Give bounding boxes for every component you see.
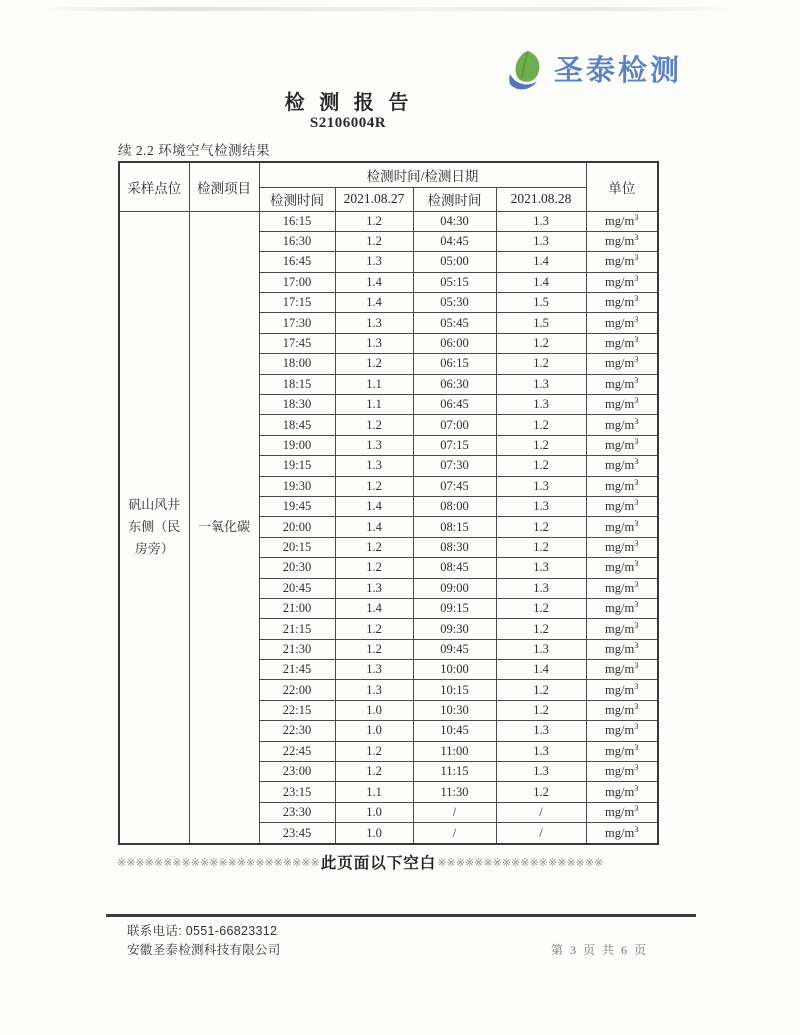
time-cell: 04:45	[413, 231, 496, 251]
time-cell: 22:30	[259, 721, 335, 741]
unit-cell	[586, 435, 658, 455]
unit-superscript: 3	[634, 741, 639, 752]
header-unit: 单位	[586, 162, 658, 211]
unit-superscript: 3	[634, 598, 639, 609]
unit-base: mg/m	[605, 764, 635, 779]
unit-superscript: 3	[634, 660, 639, 671]
value-cell: 1.2	[335, 537, 413, 557]
time-cell: 17:00	[259, 272, 335, 292]
unit-base: mg/m	[605, 356, 635, 371]
unit-base: mg/m	[605, 662, 635, 677]
time-cell: 17:30	[259, 313, 335, 333]
time-cell: 08:45	[413, 558, 496, 578]
section-caption: 续 2.2 环境空气检测结果	[118, 143, 271, 158]
time-cell: 18:45	[259, 415, 335, 435]
header-time-date-group: 检测时间/检测日期	[259, 162, 586, 187]
time-cell: 07:30	[413, 456, 496, 476]
unit-cell	[586, 578, 658, 598]
time-cell: 06:30	[413, 374, 496, 394]
unit-superscript: 3	[634, 354, 639, 365]
time-cell: 21:30	[259, 639, 335, 659]
value-cell: /	[496, 802, 586, 822]
unit-superscript: 3	[634, 395, 639, 406]
unit-superscript: 3	[634, 517, 639, 528]
time-cell: 11:00	[413, 741, 496, 761]
time-cell: 05:15	[413, 272, 496, 292]
time-cell: 05:00	[413, 252, 496, 272]
results-table	[118, 161, 659, 845]
time-cell: 21:15	[259, 619, 335, 639]
time-cell: 08:30	[413, 537, 496, 557]
value-cell: 1.2	[335, 231, 413, 251]
unit-cell	[586, 639, 658, 659]
unit-base: mg/m	[605, 458, 635, 473]
report-title: 检 测 报 告	[284, 92, 412, 114]
value-cell: 1.2	[496, 415, 586, 435]
time-cell: 16:45	[259, 252, 335, 272]
unit-base: mg/m	[605, 580, 635, 595]
unit-superscript: 3	[634, 374, 639, 385]
unit-base: mg/m	[605, 641, 635, 656]
value-cell: 1.2	[496, 700, 586, 720]
unit-superscript: 3	[634, 639, 639, 650]
unit-base: mg/m	[605, 601, 635, 616]
value-cell: 1.3	[496, 496, 586, 516]
value-cell: 1.2	[335, 741, 413, 761]
blank-note-marks-left: ※※※※※※※※※※※※※※※※※※※※※※	[117, 855, 320, 869]
unit-base: mg/m	[605, 437, 635, 452]
value-cell: 1.3	[335, 660, 413, 680]
unit-cell	[586, 211, 658, 231]
unit-cell	[586, 721, 658, 741]
value-cell: 1.2	[335, 211, 413, 231]
unit-cell	[586, 476, 658, 496]
unit-superscript: 3	[634, 823, 639, 834]
time-cell: 19:15	[259, 456, 335, 476]
value-cell: 1.3	[496, 211, 586, 231]
unit-cell	[586, 415, 658, 435]
time-cell: 22:00	[259, 680, 335, 700]
unit-superscript: 3	[634, 762, 639, 773]
time-cell: 11:30	[413, 782, 496, 802]
unit-cell	[586, 598, 658, 618]
unit-cell	[586, 456, 658, 476]
value-cell: 1.2	[496, 680, 586, 700]
time-cell: 10:15	[413, 680, 496, 700]
unit-cell	[586, 782, 658, 802]
value-cell: 1.2	[496, 598, 586, 618]
time-cell: 19:00	[259, 435, 335, 455]
value-cell: 1.3	[496, 395, 586, 415]
value-cell: 1.2	[335, 354, 413, 374]
time-cell: /	[413, 802, 496, 822]
time-cell: 19:30	[259, 476, 335, 496]
time-cell: 18:00	[259, 354, 335, 374]
time-cell: 05:45	[413, 313, 496, 333]
unit-cell	[586, 496, 658, 516]
unit-base: mg/m	[605, 376, 635, 391]
value-cell: 1.4	[335, 598, 413, 618]
value-cell: 1.2	[335, 639, 413, 659]
unit-superscript: 3	[634, 680, 639, 691]
unit-superscript: 3	[634, 211, 639, 222]
time-cell: 09:00	[413, 578, 496, 598]
time-cell: 07:45	[413, 476, 496, 496]
value-cell: 1.2	[496, 537, 586, 557]
time-cell: 04:30	[413, 211, 496, 231]
value-cell: 1.4	[496, 252, 586, 272]
footer-divider	[106, 914, 696, 917]
logo-text: 圣泰检测	[554, 54, 683, 87]
value-cell: 1.3	[335, 313, 413, 333]
unit-cell	[586, 354, 658, 374]
time-cell: 07:15	[413, 435, 496, 455]
unit-superscript: 3	[634, 476, 639, 487]
unit-superscript: 3	[634, 619, 639, 630]
value-cell: 1.2	[496, 435, 586, 455]
results-body	[119, 211, 658, 844]
unit-cell	[586, 272, 658, 292]
scan-artifact	[40, 7, 740, 11]
time-cell: 08:15	[413, 517, 496, 537]
unit-base: mg/m	[605, 315, 635, 330]
unit-base: mg/m	[605, 743, 635, 758]
unit-cell	[586, 802, 658, 822]
value-cell: 1.2	[496, 456, 586, 476]
time-cell: 07:00	[413, 415, 496, 435]
time-cell: 05:30	[413, 293, 496, 313]
unit-base: mg/m	[605, 539, 635, 554]
unit-base: mg/m	[605, 784, 635, 799]
time-cell: 20:00	[259, 517, 335, 537]
blank-note-text: 此页面以下空白	[320, 855, 437, 872]
header-sub-date-2: 2021.08.28	[496, 187, 586, 211]
header-test-item: 检测项目	[189, 162, 259, 211]
unit-base: mg/m	[605, 805, 635, 820]
unit-cell	[586, 333, 658, 353]
time-cell: 22:15	[259, 700, 335, 720]
header-sub-time-2: 检测时间	[413, 187, 496, 211]
value-cell: 1.3	[335, 333, 413, 353]
value-cell: 1.2	[496, 782, 586, 802]
time-cell: 10:45	[413, 721, 496, 741]
time-cell: 08:00	[413, 496, 496, 516]
time-cell: 21:45	[259, 660, 335, 680]
unit-cell	[586, 558, 658, 578]
unit-cell	[586, 700, 658, 720]
time-cell: 11:15	[413, 762, 496, 782]
unit-base: mg/m	[605, 417, 635, 432]
report-number: S2106004R	[309, 115, 387, 131]
value-cell: 1.3	[335, 435, 413, 455]
unit-superscript: 3	[634, 721, 639, 732]
unit-superscript: 3	[634, 252, 639, 263]
company-name: 安徽圣泰检测科技有限公司	[127, 943, 281, 957]
unit-cell	[586, 252, 658, 272]
blank-note	[117, 851, 677, 873]
value-cell: 1.5	[496, 293, 586, 313]
time-cell: 19:45	[259, 496, 335, 516]
time-cell: 23:00	[259, 762, 335, 782]
unit-superscript: 3	[634, 782, 639, 793]
time-cell: /	[413, 823, 496, 844]
unit-base: mg/m	[605, 478, 635, 493]
unit-cell	[586, 313, 658, 333]
time-cell: 20:15	[259, 537, 335, 557]
unit-superscript: 3	[634, 435, 639, 446]
unit-base: mg/m	[605, 621, 635, 636]
value-cell: 1.4	[496, 272, 586, 292]
unit-base: mg/m	[605, 274, 635, 289]
unit-base: mg/m	[605, 703, 635, 718]
value-cell: 1.2	[335, 415, 413, 435]
test-item-cell: 一氧化碳	[189, 211, 259, 844]
unit-base: mg/m	[605, 234, 635, 249]
unit-base: mg/m	[605, 519, 635, 534]
unit-cell	[586, 741, 658, 761]
value-cell: 1.3	[496, 721, 586, 741]
unit-base: mg/m	[605, 213, 635, 228]
unit-cell	[586, 823, 658, 844]
value-cell: 1.4	[335, 496, 413, 516]
value-cell: 1.0	[335, 721, 413, 741]
time-cell: 21:00	[259, 598, 335, 618]
time-cell: 17:15	[259, 293, 335, 313]
sampling-point-cell: 矾山风井东侧（民房旁）	[119, 211, 189, 844]
unit-cell	[586, 231, 658, 251]
value-cell: 1.2	[335, 762, 413, 782]
time-cell: 22:45	[259, 741, 335, 761]
time-cell: 20:45	[259, 578, 335, 598]
value-cell: 1.3	[496, 231, 586, 251]
value-cell: 1.3	[496, 476, 586, 496]
value-cell: 1.2	[335, 476, 413, 496]
time-cell: 09:45	[413, 639, 496, 659]
time-cell: 23:15	[259, 782, 335, 802]
time-cell: 23:45	[259, 823, 335, 844]
unit-base: mg/m	[605, 397, 635, 412]
time-cell: 09:30	[413, 619, 496, 639]
time-cell: 09:15	[413, 598, 496, 618]
unit-base: mg/m	[605, 499, 635, 514]
unit-superscript: 3	[634, 231, 639, 242]
value-cell: 1.3	[335, 578, 413, 598]
unit-superscript: 3	[634, 578, 639, 589]
unit-cell	[586, 619, 658, 639]
value-cell: 1.2	[335, 558, 413, 578]
value-cell: 1.1	[335, 782, 413, 802]
unit-superscript: 3	[634, 537, 639, 548]
value-cell: 1.1	[335, 395, 413, 415]
value-cell: 1.3	[335, 252, 413, 272]
value-cell: 1.3	[496, 741, 586, 761]
unit-cell	[586, 537, 658, 557]
unit-superscript: 3	[634, 333, 639, 344]
time-cell: 18:30	[259, 395, 335, 415]
blank-note-marks-right: ※※※※※※※※※※※※※※※※※※	[437, 855, 604, 869]
unit-cell	[586, 517, 658, 537]
page-number: 第 3 页 共 6 页	[550, 943, 648, 957]
unit-cell	[586, 660, 658, 680]
unit-superscript: 3	[634, 293, 639, 304]
contact-phone: 联系电话: 0551-66823312	[127, 924, 278, 938]
unit-superscript: 3	[634, 272, 639, 283]
time-cell: 18:15	[259, 374, 335, 394]
value-cell: 1.3	[335, 456, 413, 476]
time-cell: 06:15	[413, 354, 496, 374]
value-cell: 1.3	[496, 762, 586, 782]
time-cell: 17:45	[259, 333, 335, 353]
time-cell: 16:15	[259, 211, 335, 231]
value-cell: 1.0	[335, 700, 413, 720]
value-cell: 1.1	[335, 374, 413, 394]
time-cell: 23:30	[259, 802, 335, 822]
unit-cell	[586, 293, 658, 313]
value-cell: 1.4	[335, 517, 413, 537]
value-cell: 1.3	[496, 639, 586, 659]
unit-superscript: 3	[634, 497, 639, 507]
value-cell: 1.4	[496, 660, 586, 680]
unit-base: mg/m	[605, 825, 635, 840]
unit-cell	[586, 680, 658, 700]
unit-superscript: 3	[634, 558, 639, 569]
time-cell: 10:30	[413, 700, 496, 720]
value-cell: 1.5	[496, 313, 586, 333]
value-cell: /	[496, 823, 586, 844]
value-cell: 1.2	[496, 333, 586, 353]
time-cell: 06:00	[413, 333, 496, 353]
time-cell: 20:30	[259, 558, 335, 578]
unit-base: mg/m	[605, 254, 635, 269]
unit-base: mg/m	[605, 682, 635, 697]
value-cell: 1.2	[496, 354, 586, 374]
value-cell: 1.2	[496, 619, 586, 639]
unit-cell	[586, 762, 658, 782]
unit-base: mg/m	[605, 336, 635, 351]
table-row	[119, 211, 658, 231]
unit-base: mg/m	[605, 723, 635, 738]
value-cell: 1.2	[496, 517, 586, 537]
unit-superscript: 3	[634, 415, 639, 426]
unit-cell	[586, 395, 658, 415]
time-cell: 06:45	[413, 395, 496, 415]
value-cell: 1.3	[496, 558, 586, 578]
value-cell: 1.3	[496, 374, 586, 394]
time-cell: 16:30	[259, 231, 335, 251]
value-cell: 1.0	[335, 823, 413, 844]
unit-base: mg/m	[605, 560, 635, 575]
time-cell: 10:00	[413, 660, 496, 680]
value-cell: 1.4	[335, 272, 413, 292]
header-sub-time-1: 检测时间	[259, 187, 335, 211]
header-sampling-point: 采样点位	[119, 162, 189, 211]
unit-superscript: 3	[634, 456, 639, 467]
unit-superscript: 3	[634, 313, 639, 324]
value-cell: 1.4	[335, 293, 413, 313]
value-cell: 1.2	[335, 619, 413, 639]
unit-cell	[586, 374, 658, 394]
value-cell: 1.3	[335, 680, 413, 700]
unit-superscript: 3	[634, 700, 639, 711]
header-sub-date-1: 2021.08.27	[335, 187, 413, 211]
value-cell: 1.0	[335, 802, 413, 822]
value-cell: 1.3	[496, 578, 586, 598]
unit-base: mg/m	[605, 295, 635, 310]
unit-superscript: 3	[634, 802, 639, 813]
